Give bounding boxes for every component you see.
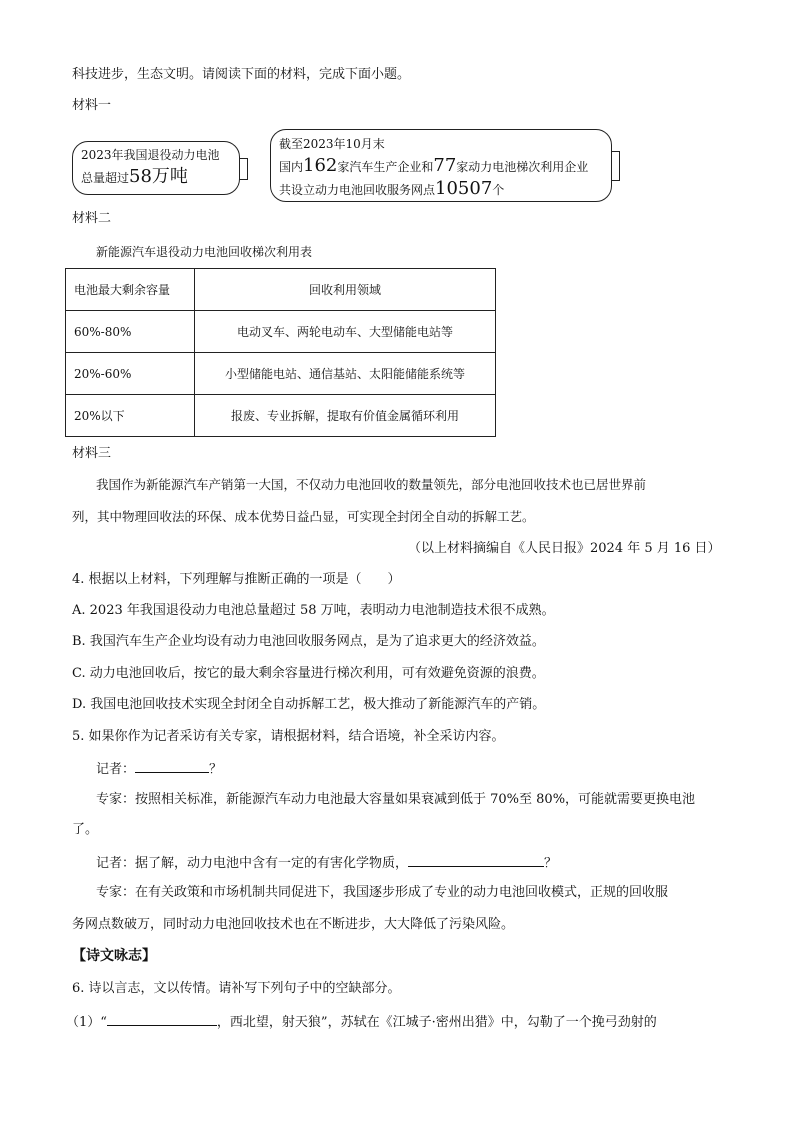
battery-graphic-2: [270, 129, 612, 202]
box1-line2: 总量超过58万吨: [81, 166, 188, 187]
question-6: 6. 诗以言志，文以传情。请补写下列句子中的空缺部分。: [72, 981, 401, 996]
answer-blank[interactable]: [135, 760, 209, 773]
battery-terminal-2: [611, 151, 620, 181]
cell: 电动叉车、两轮电动车、大型储能电站等: [195, 311, 496, 353]
expert-line-1: 专家：按照相关标准，新能源汽车动力电池最大容量如果衰减到低于 70%至 80%，可能就需要更换电池: [96, 792, 696, 807]
intro-text: 科技进步，生态文明。请阅读下面的材料，完成下面小题。: [72, 67, 411, 82]
table-header-row: [66, 269, 496, 311]
material-3-label: 材料三: [72, 446, 112, 461]
expert-line-2-cont: 务网点数破万，同时动力电池回收技术也在不断进步，大大降低了污染风险。: [72, 917, 515, 932]
table-row: [66, 311, 496, 353]
expert-line-1-cont: 了。: [72, 822, 99, 837]
battery-terminal-1: [239, 158, 248, 180]
cell: 小型储能电站、通信基站、太阳能储能系统等: [195, 353, 496, 395]
header-cell: 电池最大剩余容量: [66, 269, 195, 311]
box2-line3: 共设立动力电池回收服务网点10507个: [279, 178, 505, 199]
option-b: B. 我国汽车生产企业均设有动力电池回收服务网点，是为了追求更大的经济效益。: [72, 634, 545, 649]
material-3-para-cont: 列，其中物理回收法的环保、成本优势日益凸显，可实现全封闭全自动的拆解工艺。: [72, 509, 535, 524]
material-2-label: 材料二: [72, 211, 112, 226]
cell: 报废、专业拆解，提取有价值金属循环利用: [195, 395, 496, 437]
option-d: D. 我国电池回收技术实现全封闭全自动拆解工艺，极大推动了新能源汽车的产销。: [72, 697, 546, 712]
question-5: 5. 如果你作为记者采访有关专家，请根据材料，结合语境，补全采访内容。: [72, 729, 505, 744]
answer-blank[interactable]: [408, 854, 544, 867]
cell: 20%-60%: [66, 353, 195, 395]
option-a: A. 2023 年我国退役动力电池总量超过 58 万吨，表明动力电池制造技术很不成熟。: [72, 603, 555, 618]
table-row: [66, 353, 496, 395]
table-title: 新能源汽车退役动力电池回收梯次利用表: [96, 245, 313, 259]
question-6-1: （1）“ ，西北望，射天狼”，苏轼在《江城子·密州出猎》中，勾勒了一个挽弓劲射的: [66, 1015, 657, 1030]
material-1-label: 材料一: [72, 98, 112, 113]
header-cell: 回收利用领域: [195, 269, 496, 311]
cell: 60%-80%: [66, 311, 195, 353]
answer-blank[interactable]: [107, 1013, 217, 1026]
table-row: [66, 395, 496, 437]
expert-line-2: 专家：在有关政策和市场机制共同促进下，我国逐步形成了专业的动力电池回收模式，正规的回收服: [96, 885, 669, 900]
box2-line2: 国内162家汽车生产企业和77家动力电池梯次利用企业: [279, 155, 589, 176]
cell: 20%以下: [66, 395, 195, 437]
battery-graphic-1: [72, 141, 240, 195]
question-4: 4. 根据以上材料，下列理解与推断正确的一项是（ ）: [72, 572, 401, 587]
source-note: （以上材料摘编自《人民日报》2024 年 5 月 16 日）: [408, 541, 721, 556]
material-3-para: 我国作为新能源汽车产销第一大国，不仅动力电池回收的数量领先，部分电池回收技术也已居世界前: [96, 477, 647, 492]
section-heading: 【诗文咏志】: [72, 948, 156, 964]
reporter-line-2: 记者：据了解，动力电池中含有一定的有害化学物质， ？: [96, 856, 558, 871]
option-c: C. 动力电池回收后，按它的最大剩余容量进行梯次利用，可有效避免资源的浪费。: [72, 666, 545, 681]
box1-line1: 2023年我国退役动力电池: [81, 148, 220, 162]
recycling-table: [65, 268, 496, 437]
box2-line1: 截至2023年10月末: [279, 137, 385, 151]
reporter-line-1: 记者： ？: [96, 762, 223, 777]
